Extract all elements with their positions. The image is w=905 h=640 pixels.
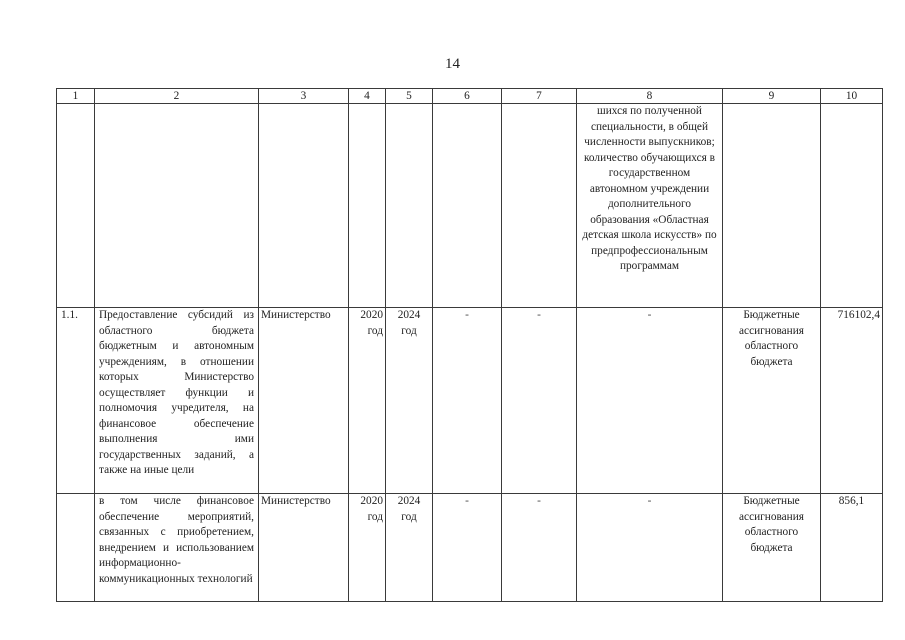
column-header: 8 — [577, 89, 723, 104]
cell-executor — [259, 104, 349, 308]
cell-amount: 716102,4 — [821, 308, 883, 494]
cell-col7: - — [502, 308, 577, 494]
column-header: 5 — [386, 89, 433, 104]
cell-start-year: 2020 год — [349, 308, 386, 494]
table-row — [57, 308, 883, 494]
cell-amount: 856,1 — [821, 494, 883, 602]
cell-end-year: 2024 год — [386, 308, 433, 494]
cell-number — [57, 494, 95, 602]
cell-col6: - — [433, 308, 502, 494]
cell-name: в том числе финансовое обеспечение мероприятий, связанных с приобретением, внедрением и использованием информационно-коммуникационных технологий — [95, 494, 259, 602]
cell-name — [95, 104, 259, 308]
column-header: 7 — [502, 89, 577, 104]
column-header: 9 — [723, 89, 821, 104]
cell-executor: Министерство — [259, 494, 349, 602]
cell-indicator: - — [577, 308, 723, 494]
column-header: 4 — [349, 89, 386, 104]
cell-col7: - — [502, 494, 577, 602]
cell-indicator: шихся по полученной специальности, в общей численности выпускников; количество обучающихся в государственном автономном учреждении дополнительного образования «Областная детская школа искусств» по предпрофессиональным программам — [577, 104, 723, 308]
cell-start-year — [349, 104, 386, 308]
cell-executor: Министерство — [259, 308, 349, 494]
page-number: 14 — [445, 56, 460, 72]
cell-start-year: 2020 год — [349, 494, 386, 602]
cell-indicator: - — [577, 494, 723, 602]
column-header: 2 — [95, 89, 259, 104]
cell-end-year — [386, 104, 433, 308]
cell-end-year: 2024 год — [386, 494, 433, 602]
cell-col6: - — [433, 494, 502, 602]
column-header: 10 — [821, 89, 883, 104]
cell-col7 — [502, 104, 577, 308]
cell-source: Бюджетные ассигнования областного бюджета — [723, 308, 821, 494]
table-row — [57, 494, 883, 602]
column-header: 6 — [433, 89, 502, 104]
cell-name: Предоставление субсидий из областного бюджета бюджетным и автономным учреждениям, в отношении которых Министерство осуществляет функции и полномочия учредителя, на финансовое обеспечение выполнения ими государственных заданий, а также на иные цели — [95, 308, 259, 494]
column-number-row — [57, 89, 883, 104]
column-header: 1 — [57, 89, 95, 104]
program-table — [56, 88, 883, 602]
cell-col6 — [433, 104, 502, 308]
cell-source — [723, 104, 821, 308]
table-row — [57, 104, 883, 308]
cell-number: 1.1. — [57, 308, 95, 494]
cell-source: Бюджетные ассигнования областного бюджета — [723, 494, 821, 602]
cell-number — [57, 104, 95, 308]
column-header: 3 — [259, 89, 349, 104]
cell-amount — [821, 104, 883, 308]
